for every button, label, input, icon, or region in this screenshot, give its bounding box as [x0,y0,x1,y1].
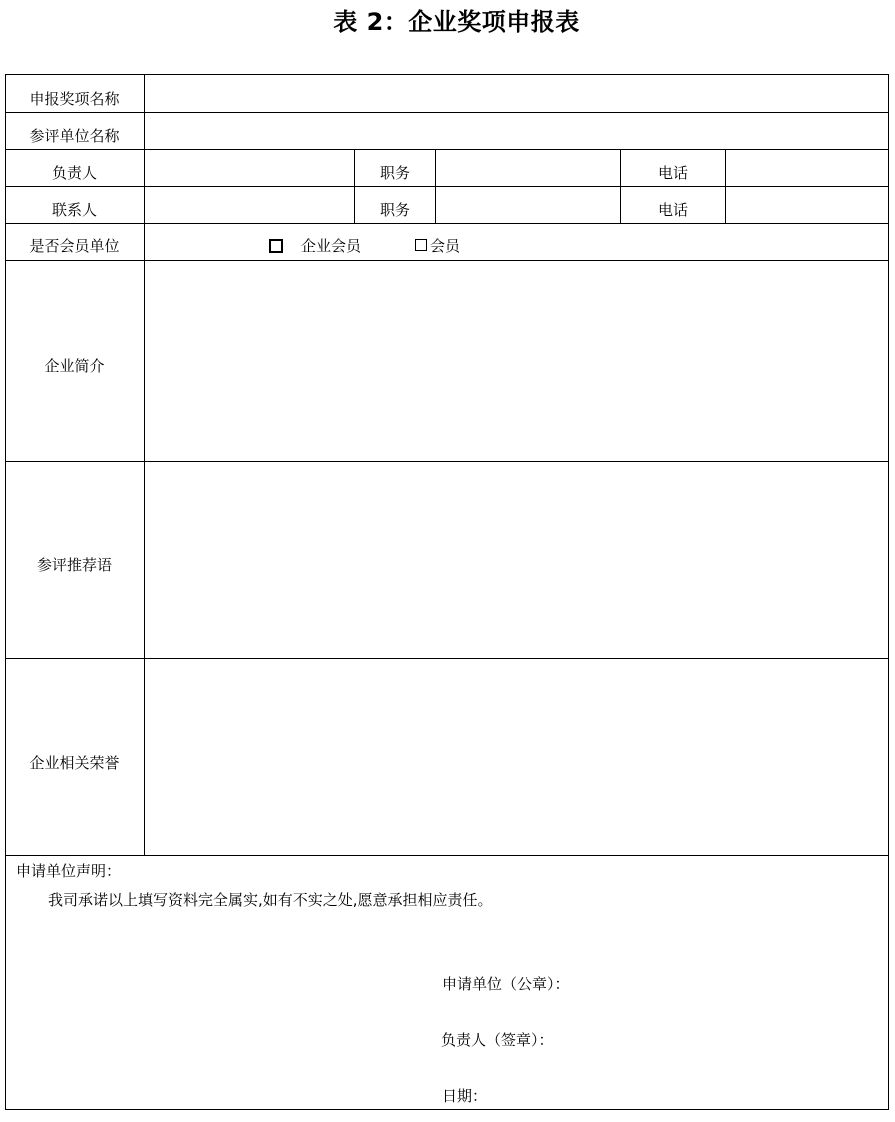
contact-position-label: 职务 [379,201,410,219]
date-label: 日期： [442,1087,488,1105]
unit-name-label: 参评单位名称 [29,127,120,145]
principal-phone-label: 电话 [657,164,688,182]
principal-label: 负责人 [51,164,97,182]
honors-textarea[interactable] [145,659,888,855]
unit-name-field[interactable] [145,113,888,149]
recommendation-label: 参评推荐语 [36,556,112,574]
contact-label: 联系人 [51,201,97,219]
intro-label: 企业简介 [44,357,105,375]
intro-textarea[interactable] [145,261,888,461]
date-field[interactable] [490,1082,880,1108]
seal-field[interactable] [580,970,880,996]
honors-label: 企业相关荣誉 [29,754,120,772]
enterprise-member-option-label: 企业会员 [301,237,362,255]
principal-phone-field[interactable] [726,150,888,186]
enterprise-member-checkbox[interactable] [269,239,283,253]
principal-position-label: 职务 [379,164,410,182]
contact-name-field[interactable] [145,187,354,223]
non-member-checkbox[interactable] [415,239,427,251]
contact-phone-label: 电话 [657,201,688,219]
contact-position-field[interactable] [436,187,620,223]
seal-label: 申请单位（公章）： [442,975,570,993]
principal-position-field[interactable] [436,150,620,186]
principal-name-field[interactable] [145,150,354,186]
recommendation-textarea[interactable] [145,462,888,658]
form-title: 表 2：企业奖项申报表 [333,8,580,36]
award-name-field[interactable] [145,75,888,112]
row-divider [5,855,889,856]
contact-phone-field[interactable] [726,187,888,223]
signature-label: 负责人（签章）： [441,1031,554,1049]
declaration-heading: 申请单位声明： [16,862,122,880]
row-divider [5,223,889,224]
award-name-label: 申报奖项名称 [29,90,120,108]
declaration-statement: 我司承诺以上填写资料完全属实,如有不实之处,愿意承担相应责任。 [48,891,493,909]
signature-field[interactable] [565,1026,880,1052]
membership-label: 是否会员单位 [29,237,120,255]
non-member-option-label: 会员 [430,237,461,255]
